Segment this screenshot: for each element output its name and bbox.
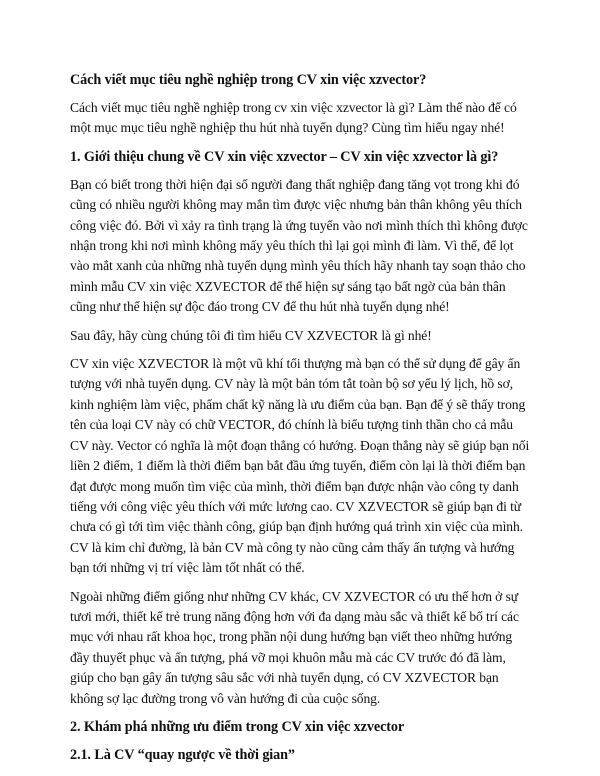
section-1-heading: 1. Giới thiệu chung về CV xin việc xzvector – CV xin việc xzvector là gì? bbox=[70, 148, 499, 165]
section-1-paragraph-2: Sau đây, hãy cùng chúng tôi đi tìm hiểu CV XZVECTOR là gì nhé! bbox=[70, 327, 432, 343]
intro-paragraph: Cách viết mục tiêu nghề nghiệp trong cv xin việc xzvector là gì? Làm thế nào để có một mục mục tiêu nghề nghiệp thu hút nhà tuyển dụng? Cùng tìm hiểu ngay nhé! bbox=[70, 100, 517, 136]
section-1-paragraph-1: Bạn có biết trong thời hiện đại số người đang thất nghiệp đang tăng vọt trong khi đó cũng có nhiều người không may mắn tìm được việc nhưng bản thân không yêu thích công việc đó. Bởi vì xảy ra tình trạng là ứng tuyển vào nơi mình thích thì không được nhận trong khi nơi mình không mấy yêu thích thì lại gọi mình đi làm. Vì thế, để lọt vào mắt xanh của những nhà tuyển dụng mình yêu thích hãy nhanh tay soạn thảo cho mình mẫu CV xin việc XZVECTOR để thể hiện sự sáng tạo bất ngờ của bản thân cũng như thể hiện sự độc đáo trong CV để thu hút nhà tuyển dụng nhé! bbox=[70, 176, 528, 315]
section-1-paragraph-3: CV xin việc XZVECTOR là một vũ khí tối thượng mà bạn có thể sử dụng để gây ấn tượng với nhà tuyển dụng. CV này là một bản tóm tắt toàn bộ sơ yếu lý lịch, hồ sơ, kinh nghiệm làm việc, phẩm chất kỹ năng là ưu điểm của bạn. Bạn để ý sẽ thấy trong tên của loại CV này có chữ VECTOR, đó chính là biểu tượng tinh thần cho cả mẫu CV này. Vector có nghĩa là một đoạn thẳng có hướng. Đoạn thẳng này sẽ giúp bạn nối liền 2 điểm, 1 điểm là thời điểm bạn bắt đầu ứng tuyển, điểm còn lại là thời điểm bạn đạt được mong muốn tìm việc của mình, thời điểm bạn được nhận vào công ty danh tiếng với công việc yêu thích với mức lương cao. CV XZVECTOR sẽ giúp bạn đi từ chưa có gì tới tìm việc thành công, giúp bạn định hướng quá trình xin việc của mình. CV là kim chỉ đường, là bản CV mà công ty nào cũng cảm thấy ấn tượng và hướng bạn tới những vị trí việc làm tốt nhất có thể. bbox=[70, 356, 530, 576]
section-2-1-heading: 2.1. Là CV “quay ngược về thời gian” bbox=[70, 746, 295, 763]
document-title: Cách viết mục tiêu nghề nghiệp trong CV xin việc xzvector? bbox=[70, 72, 427, 88]
section-2-heading: 2. Khám phá những ưu điểm trong CV xin việc xzvector bbox=[70, 718, 405, 735]
section-1-paragraph-4: Ngoài những điểm giống như những CV khác, CV XZVECTOR có ưu thế hơn ở sự tươi mới, thiết kế trẻ trung năng động hơn với đa dạng màu sắc và thiết kế bố trí các mục với nhau rất khoa học, trong phần nội dung hướng bạn viết theo những hướng đầy thuyết phục và ấn tượng, phá vỡ mọi khuôn mẫu mà các CV trước đó đã làm, giúp cho bạn gây ấn tượng sâu sắc với nhà tuyển dụng, có CV XZVECTOR bạn không sợ lạc đường trong vô vàn hướng đi của cuộc sống. bbox=[70, 588, 519, 706]
document-content bbox=[70, 70, 530, 773]
